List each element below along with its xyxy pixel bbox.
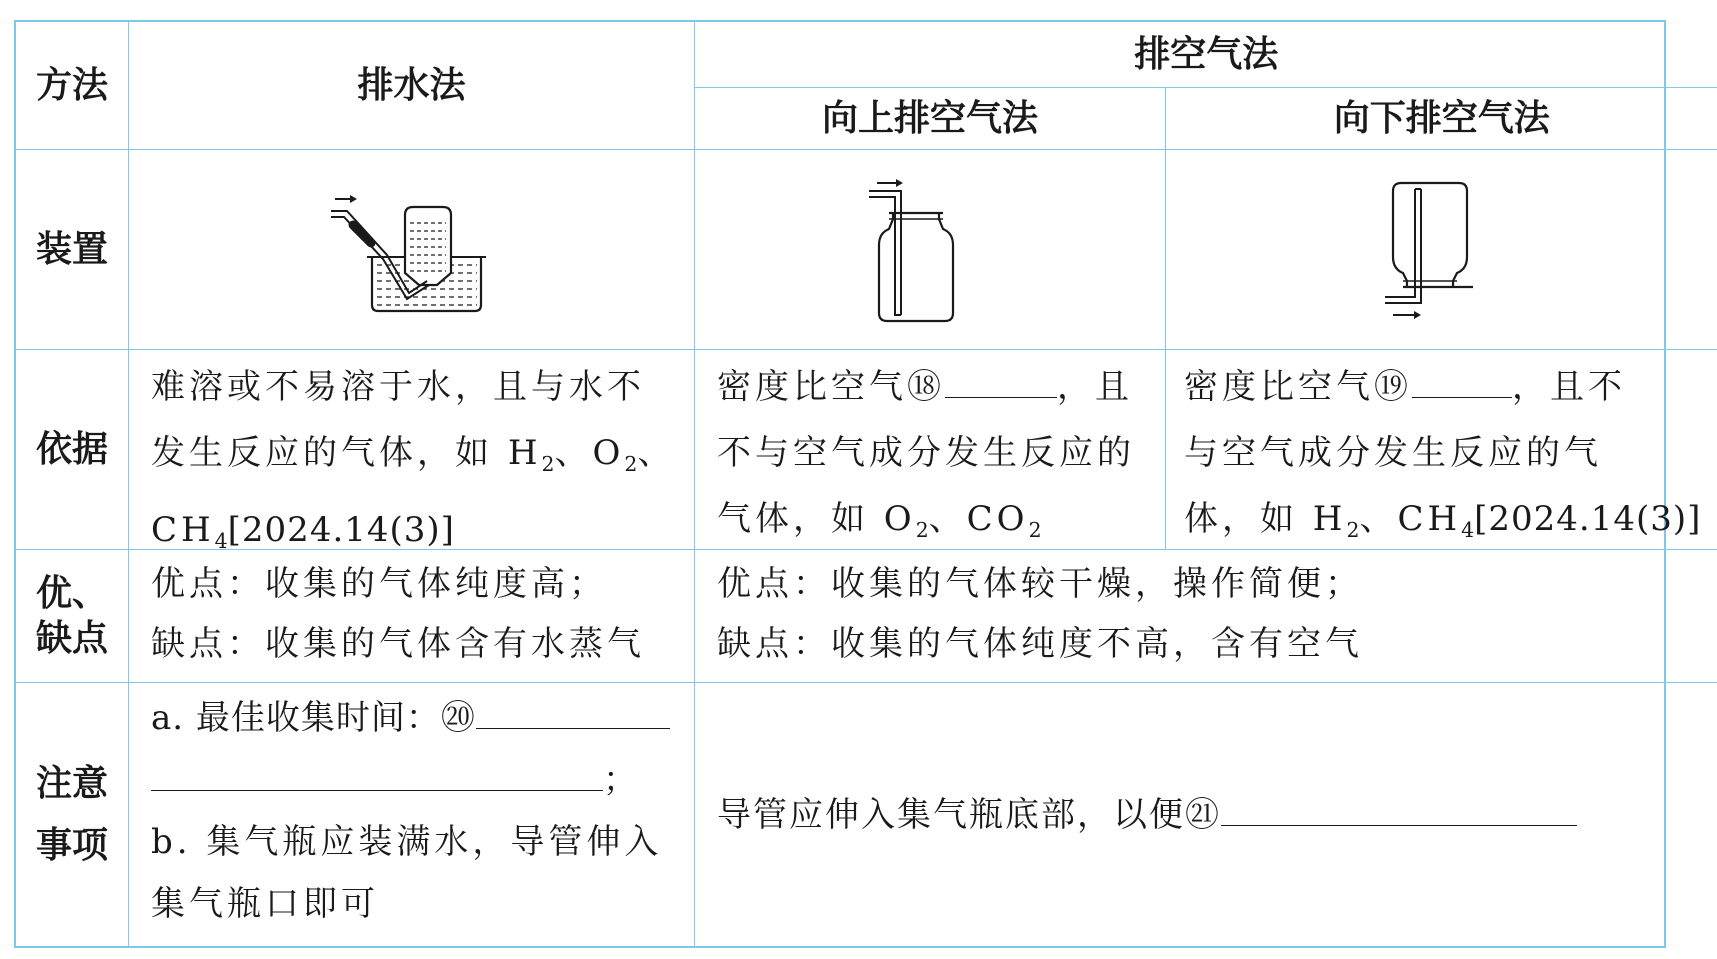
notes-water-a-line1 [151,687,678,749]
answer-blank-21 [1221,787,1577,826]
subscript: 2 [1346,518,1360,543]
air-con-text: 缺点：收集的气体纯度不高，含有空气 [717,624,1363,664]
header-downward-air [1166,88,1717,150]
row-label-notes [16,683,129,946]
header-downward-text: 向下排空气法 [1333,98,1550,139]
basis-upward-prefix: 密度比空气⑱ [717,367,945,407]
water-pro-text: 优点：收集的气体纯度高； [151,564,607,604]
answer-blank-20-cont [151,752,603,791]
header-upward-text: 向上排空气法 [821,98,1038,139]
header-air-text: 排空气法 [1134,34,1279,75]
answer-blank-20 [476,690,670,729]
notes-air-text: 导管应伸入集气瓶底部，以便㉑ [717,794,1221,835]
subscript: 2 [1028,518,1042,543]
answer-blank-19 [1412,359,1512,398]
basis-upward-line3-b: 、CO [928,499,1029,539]
basis-downward-line1 [1184,354,1701,420]
formula-h: H [507,433,542,473]
notes-water-b-line1: b. 集气瓶应装满水，导管伸入 [151,822,663,862]
notes-label-line1: 注意 [35,763,108,805]
citation: [2024.14(3)] [227,510,455,551]
header-water-text: 排水法 [357,65,466,106]
subscript: 4 [1461,518,1475,543]
pros-cons-water-cell [129,550,695,683]
header-upward-air [695,88,1166,150]
basis-water-cell [129,350,695,554]
subscript: 2 [541,452,555,477]
citation: [2024.14(3)] [1474,499,1702,539]
water-con-text: 缺点：收集的气体含有水蒸气 [151,624,645,664]
notes-water-cell [129,683,695,946]
subscript: 4 [214,529,228,554]
separator: 、 [637,433,676,473]
notes-air-cell [695,683,1717,946]
gas-collection-table [14,20,1702,948]
apparatus-downward-cell [1166,150,1717,350]
water-displacement-apparatus-icon [317,185,497,315]
basis-upward-line2: 不与空气成分发生反应的 [717,433,1135,473]
notes-water-b-line2: 集气瓶口即可 [151,884,379,924]
answer-blank-18 [945,359,1057,398]
basis-downward-line2: 与空气成分发生反应的气 [1184,433,1602,473]
pros-cons-label-line2: 缺点 [35,618,108,659]
subscript: 2 [915,518,929,543]
basis-downward-suffix: ，且不 [1512,367,1626,407]
basis-upward-cell [695,350,1166,550]
basis-upward-line3-a: 气体，如 O [717,499,916,539]
basis-water-line1: 难溶或不易溶于水，且与水不 [151,367,645,407]
subscript: 2 [624,452,638,477]
apparatus-upward-cell [695,150,1166,350]
pros-cons-air-cell [695,550,1717,683]
row-label-pros-cons [16,550,129,683]
notes-water-a-line2 [151,749,678,811]
apparatus-water-cell [129,150,695,350]
header-air-displacement [695,22,1717,88]
basis-water-line2 [151,420,678,497]
notes-water-a-text: a. 最佳收集时间：⑳ [151,698,476,738]
basis-water-line2-text: 发生反应的气体，如 [151,433,493,473]
notes-air-line [717,782,1577,848]
air-pro-text: 优点：收集的气体较干燥，操作简便； [717,564,1363,604]
header-method-text: 方法 [35,65,108,106]
header-method [16,22,129,150]
basis-upward-suffix: ，且 [1057,367,1133,407]
row-label-basis [16,350,129,550]
basis-downward-line3-b: 、CH [1359,499,1462,539]
basis-downward-cell [1166,350,1717,550]
notes-water-a-end: ； [603,760,641,800]
basis-downward-line3-a: 体，如 H [1184,499,1347,539]
header-water-displacement [129,22,695,150]
upward-air-displacement-apparatus-icon [861,175,971,325]
basis-downward-prefix: 密度比空气⑲ [1184,367,1412,407]
formula-ch: CH [151,510,215,551]
basis-upward-line1 [717,354,1149,420]
basis-label-text: 依据 [35,429,108,470]
formula-o: 、O [554,433,625,473]
row-label-apparatus [16,150,129,350]
notes-label-line2: 事项 [35,824,108,866]
pros-cons-label-line1: 优、 [35,573,108,614]
apparatus-label-text: 装置 [35,229,108,270]
downward-air-displacement-apparatus-icon [1377,175,1487,325]
